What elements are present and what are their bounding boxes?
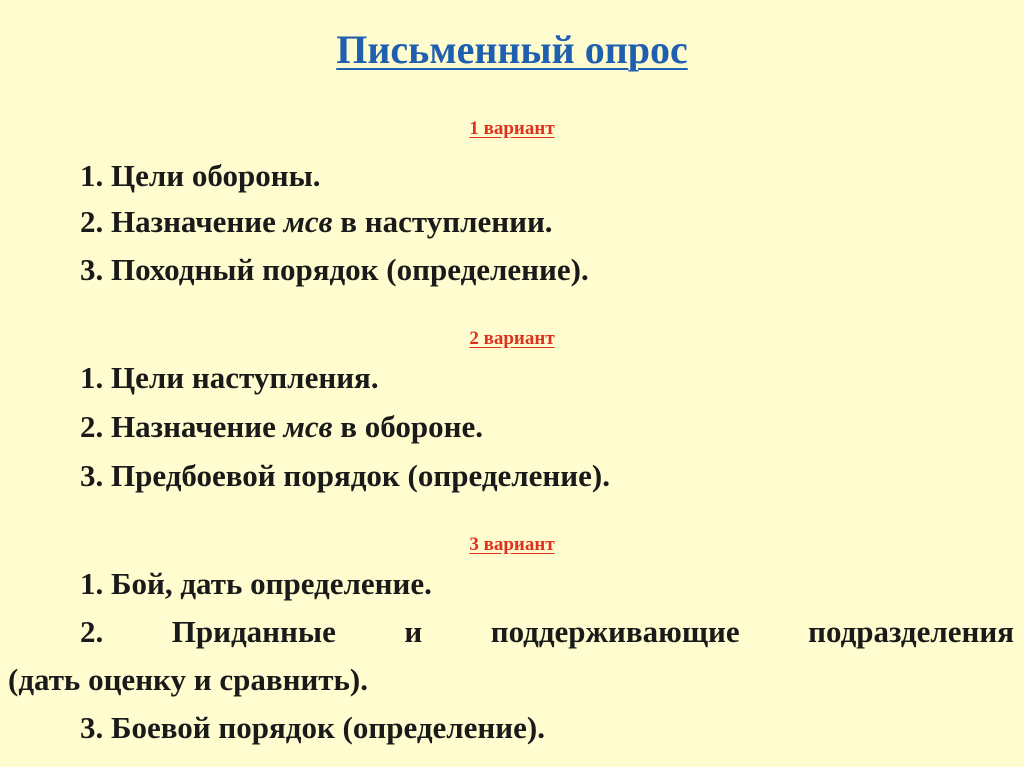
variant-2-item-3: 3. Предбоевой порядок (определение). [80,458,610,493]
variant-3-item-1: 1. Бой, дать определение. [80,566,432,601]
item-text-post: в обороне. [332,409,483,444]
justified-line [80,610,1014,654]
variant-3-item-3: 3. Боевой порядок (определение). [80,710,545,745]
variant-1-item-3: 3. Походный порядок (определение). [80,252,589,287]
variant-1-heading: 1 вариант [469,118,555,139]
word: подразделения [808,614,1014,649]
item-text-pre: 2. Назначение [80,204,284,239]
page-title: Письменный опрос [336,27,688,72]
item-text-pre: 2. Назначение [80,409,284,444]
word: 2. [80,614,104,649]
variant-2-heading: 2 вариант [469,328,555,349]
variant-2-item-1: 1. Цели наступления. [80,360,379,395]
item-text-post: в наступлении. [332,204,553,239]
variant-3-item-2-continuation: (дать оценку и сравнить). [8,662,368,697]
variant-1-item-2 [80,200,553,244]
variant-1-item-1: 1. Цели обороны. [80,158,321,193]
word: и [404,614,423,649]
word: поддерживающие [490,614,740,649]
variant-3-item-2 [80,610,1014,654]
variant-3-heading: 3 вариант [469,534,555,555]
variant-2-item-2 [80,405,483,449]
item-abbreviation: мсв [283,204,333,239]
word: Приданные [171,614,336,649]
item-abbreviation: мсв [283,409,333,444]
